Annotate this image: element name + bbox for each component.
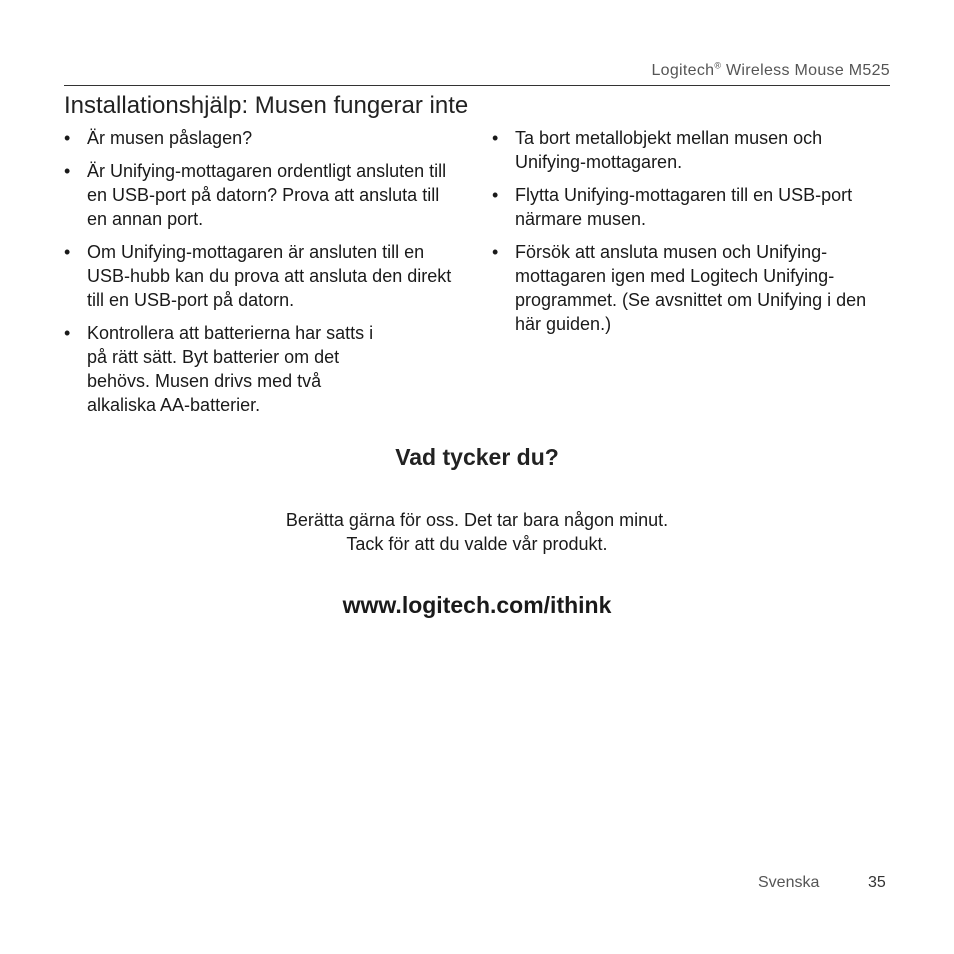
list-item-text: Är musen påslagen? <box>87 128 253 148</box>
list-item-text: Är Unifying-mottagaren ordentligt ansluten till en USB-port på datorn? Prova att ansluta till en annan port. <box>87 161 447 229</box>
troubleshooting-list-left <box>64 126 456 426</box>
list-item <box>492 240 892 336</box>
list-item <box>64 159 456 231</box>
list-item <box>64 321 387 417</box>
list-item-text: Kontrollera att batterierna har satts i på rätt sätt. Byt batterier om det behövs. Musen drivs med två alkaliska AA-batterier. <box>87 323 374 415</box>
feedback-line-2: Tack för att du valde vår produkt. <box>346 534 608 554</box>
feedback-url-link[interactable]: www.logitech.com/ithink <box>342 592 612 618</box>
header-divider <box>64 85 890 86</box>
feedback-heading: Vad tycker du? <box>395 444 559 470</box>
troubleshooting-list-right <box>492 126 892 345</box>
list-item <box>64 240 456 312</box>
feedback-line-1: Berätta gärna för oss. Det tar bara någon minut. <box>285 510 669 530</box>
bullet-icon: • <box>64 242 71 262</box>
page-number: 35 <box>868 874 886 891</box>
product-name: Wireless Mouse M525 <box>721 62 890 79</box>
bullet-icon: • <box>64 128 71 148</box>
list-item <box>492 183 892 231</box>
section-title: Installationshjälp: Musen fungerar inte <box>64 92 469 119</box>
list-item <box>492 126 892 174</box>
bullet-icon: • <box>492 185 499 205</box>
trademark-symbol: ® <box>714 60 722 71</box>
bullet-icon: • <box>492 128 499 148</box>
list-item <box>64 126 456 150</box>
bullet-icon: • <box>64 161 71 181</box>
list-item-text: Om Unifying-mottagaren är ansluten till en USB-hubb kan du prova att ansluta den direkt till en USB-port på datorn. <box>87 242 452 310</box>
footer-language: Svenska <box>758 874 820 891</box>
product-header <box>651 62 890 80</box>
list-item-text: Flytta Unifying-mottagaren till en USB-port närmare musen. <box>515 185 853 229</box>
list-item-text: Försök att ansluta musen och Unifying-mottagaren igen med Logitech Unifying-programmet. (Se avsnittet om Unifying i den här guiden.) <box>515 242 867 334</box>
list-item-text: Ta bort metallobjekt mellan musen och Unifying-mottagaren. <box>515 128 823 172</box>
feedback-message <box>0 508 954 556</box>
bullet-icon: • <box>492 242 499 262</box>
bullet-icon: • <box>64 323 71 343</box>
brand-name: Logitech <box>651 62 715 79</box>
